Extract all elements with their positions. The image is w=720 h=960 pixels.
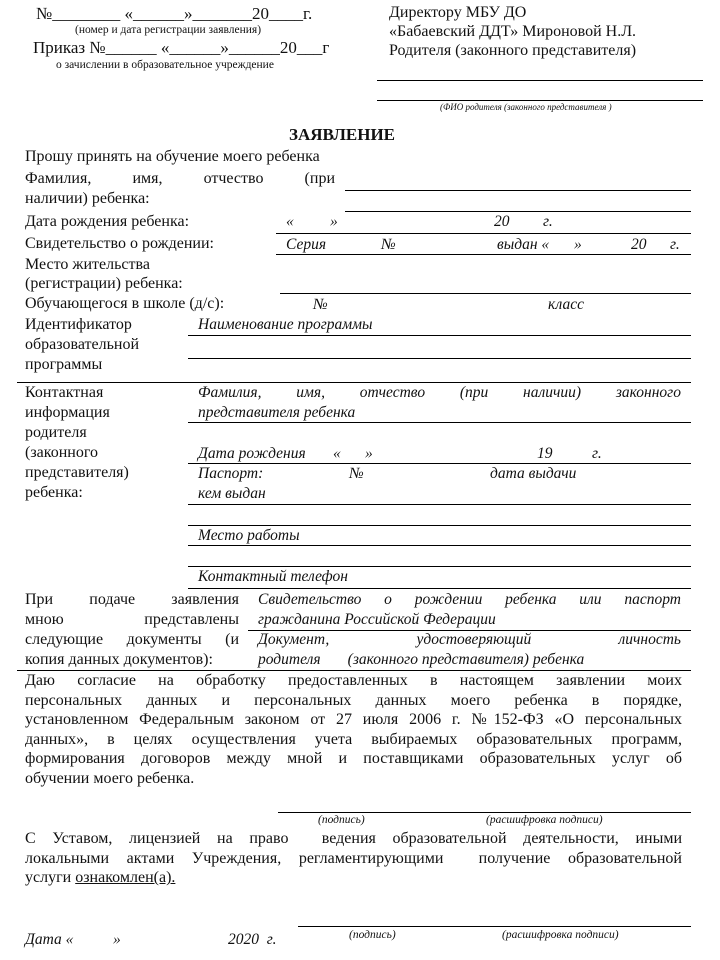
registration-caption: (номер и дата регистрации заявления) <box>75 24 262 36</box>
program-line-1[interactable] <box>188 335 691 336</box>
parent-fio-line-1[interactable] <box>377 80 703 81</box>
addressee-line-2: «Бабаевский ДДТ» Мироновой Н.Л. <box>389 23 637 40</box>
child-birth-g: г. <box>543 213 553 230</box>
charter-paragraph <box>25 829 682 888</box>
parent-label-6: ребенка: <box>25 484 83 501</box>
parent-birth-open: « <box>333 445 341 462</box>
parent-fio-label <box>198 384 681 402</box>
label-word: При <box>25 591 54 608</box>
consent-paragraph <box>25 671 682 789</box>
label-word: отчество <box>359 384 426 401</box>
charter-line <box>25 868 682 888</box>
parent-fio-label-2: представителя ребенка <box>198 404 356 421</box>
footer-date-close: » <box>113 931 121 948</box>
consent-line: данных», в целях осуществления учета выбираемых образовательных программ, <box>25 730 682 748</box>
intro-text: Прошу принять на обучение моего ребенка <box>25 148 320 165</box>
parent-birth-label: Дата рождения <box>198 445 306 462</box>
parent-label-2: информация <box>25 404 110 421</box>
documents-label-1 <box>25 591 239 609</box>
program-label-3: программы <box>25 356 103 373</box>
child-birth-close-quote: » <box>330 213 338 230</box>
label-word: имя, <box>296 384 325 401</box>
residence-line[interactable] <box>280 293 691 294</box>
consent-line: установленном Федеральным законом от 27 июля 2006 г. №152-ФЗ «О персональных <box>25 711 682 729</box>
footer-signature-caption: (подпись) <box>349 929 396 941</box>
registration-number-line: №________ «______»_______20____г. <box>36 4 313 23</box>
passport-label: Паспорт: <box>198 465 264 482</box>
label-word: (и <box>225 631 239 648</box>
passport-number: № <box>349 465 364 482</box>
label-word: (при <box>304 170 335 187</box>
cert-issued: выдан « <box>497 236 550 253</box>
consent-line: формирования договоров между мной и поставщиками образовательных услуг об <box>25 750 682 768</box>
section-divider <box>17 382 691 383</box>
label-word: имя, <box>132 170 163 187</box>
parent-fio-caption: (ФИО родителя (законного представителя ) <box>440 102 612 112</box>
passport-date: дата выдачи <box>490 465 577 482</box>
label-word: Фамилия, <box>25 170 92 187</box>
parent-label-4: (законного <box>25 444 98 461</box>
documents-label-3 <box>25 631 239 649</box>
document-2-line-2: родителя (законного представителя) ребенка <box>258 651 585 668</box>
page-title: ЗАЯВЛЕНИЕ <box>289 125 396 144</box>
residence-label-1: Место жительства <box>25 256 150 273</box>
consent-line: персональных данных и персональных данных моего ребенка в порядке, <box>25 691 682 709</box>
child-birth-label: Дата рождения ребенка: <box>25 213 190 230</box>
label-word: мною <box>25 611 64 628</box>
addressee-line-1: Директору МБУ ДО <box>389 4 527 21</box>
label-word: (при <box>459 384 489 401</box>
label-word: Документ, <box>258 631 330 648</box>
cert-close-quote: » <box>574 236 582 253</box>
footer-year: 2020 г. <box>228 931 277 948</box>
parent-fio-line[interactable] <box>188 422 691 423</box>
label-word: рождении <box>414 591 483 608</box>
cert-year: 20 <box>631 236 647 253</box>
program-name-label: Наименование программы <box>198 316 373 333</box>
school-label: Обучающегося в школе (д/с): <box>25 295 225 312</box>
consent-line: Даю согласие на обработку предоставленных в настоящем заявлении моих <box>25 672 682 689</box>
label-word: наличии) <box>523 384 582 401</box>
label-word: представлены <box>144 611 239 628</box>
charter-line: С Уставом, лицензией на право ведения образовательной деятельности, иными <box>25 830 682 847</box>
consent-signature-line[interactable] <box>278 812 691 813</box>
parent-label-5: представителя) <box>25 464 129 481</box>
documents-label-4: копия данных документов): <box>25 651 213 668</box>
cert-g: г. <box>670 236 680 253</box>
label-word: ребенка <box>505 591 557 608</box>
birth-cert-label: Свидетельство о рождении: <box>25 235 214 252</box>
order-number-line: Приказ №______ «______»______20___г <box>33 38 330 57</box>
passport-issued-by: кем выдан <box>198 485 266 502</box>
document-1 <box>258 591 681 609</box>
label-word: или <box>579 591 602 608</box>
document-1-line-2: гражданина Российской Федерации <box>258 611 496 628</box>
program-line-2[interactable] <box>188 358 691 359</box>
footer-signature-line[interactable] <box>298 926 691 927</box>
consent-decode-caption: (расшифровка подписи) <box>486 814 603 826</box>
cert-number: № <box>381 236 396 253</box>
workplace-label: Место работы <box>198 527 300 544</box>
parent-label-3: родителя <box>25 424 87 441</box>
label-word: Фамилия, <box>198 384 262 401</box>
parent-birth-line[interactable] <box>188 463 691 464</box>
passport-line-1[interactable] <box>188 504 691 505</box>
school-class: класс <box>548 296 585 313</box>
residence-label-2: (регистрации) ребенка: <box>25 275 183 292</box>
label-word: личность <box>618 631 681 648</box>
document-2 <box>258 631 681 649</box>
workplace-line-1[interactable] <box>188 545 691 546</box>
program-label-1: Идентификатор <box>25 316 132 333</box>
label-word: законного <box>615 384 681 401</box>
child-fio-line-1[interactable] <box>345 190 691 191</box>
order-caption: о зачислении в образовательное учреждение <box>56 59 274 71</box>
parent-birth-g: г. <box>592 445 602 462</box>
phone-label: Контактный телефон <box>198 568 348 585</box>
parent-label-1: Контактная <box>25 384 104 401</box>
parent-birth-close: » <box>365 445 373 462</box>
consent-line: обучении моего ребенка. <box>25 769 195 787</box>
program-label-2: образовательной <box>25 336 139 353</box>
charter-line: локальными актами Учреждения, регламентирующими получение образовательной <box>25 849 682 867</box>
phone-line[interactable] <box>188 588 691 589</box>
footer-date-label: Дата « <box>25 931 74 948</box>
consent-signature-caption: (подпись) <box>318 814 365 826</box>
acknowledged-text: ознакомлен(а). <box>75 869 176 887</box>
label-word: следующие <box>25 631 104 648</box>
label-word: подаче <box>89 591 136 608</box>
child-fio-line-2[interactable] <box>345 211 691 212</box>
label-word: о <box>384 591 392 608</box>
label-word: Свидетельство <box>258 591 362 608</box>
label-word: паспорт <box>624 591 681 608</box>
child-birth-open-quote: « <box>286 213 294 230</box>
parent-birth-year: 19 <box>537 445 553 462</box>
child-birth-line[interactable] <box>276 233 691 234</box>
child-birth-year: 20 <box>494 213 510 230</box>
school-number: № <box>313 296 328 313</box>
parent-fio-line-2[interactable] <box>377 100 703 101</box>
label-word: заявления <box>171 591 239 608</box>
label-word: отчество <box>203 170 264 187</box>
addressee-line-3: Родителя (законного представителя) <box>389 42 637 59</box>
documents-label-2 <box>25 611 239 629</box>
label-word: документы <box>126 631 202 648</box>
label-word: удостоверяющий <box>416 631 532 648</box>
charter-last-prefix: услуги <box>25 869 76 887</box>
child-fio-label-2: наличии) ребенка: <box>25 190 150 207</box>
child-fio-label <box>25 170 335 188</box>
workplace-line-2[interactable] <box>188 566 691 567</box>
passport-line-2[interactable] <box>188 525 691 526</box>
cert-series: Серия <box>286 236 327 253</box>
footer-decode-caption: (расшифровка подписи) <box>502 929 619 941</box>
birth-cert-line[interactable] <box>276 254 691 255</box>
